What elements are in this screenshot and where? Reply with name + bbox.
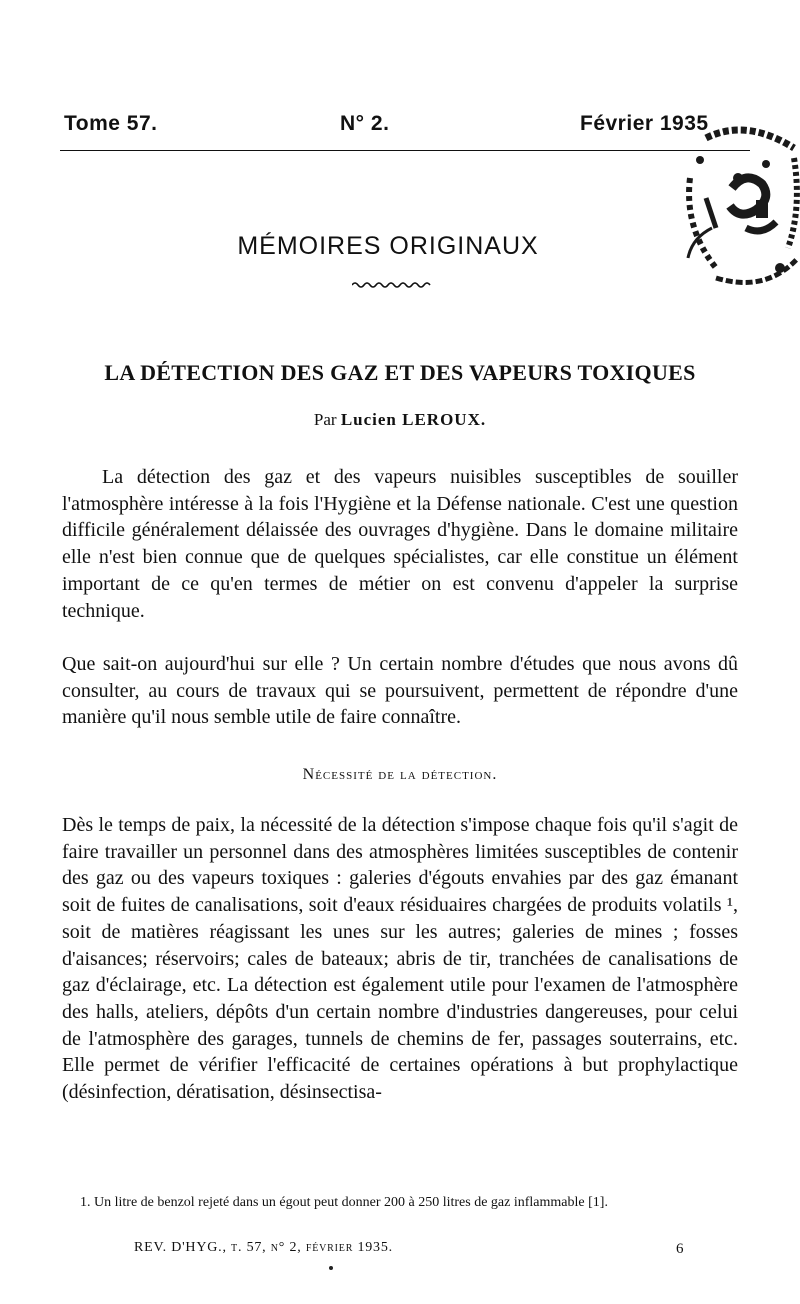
subheading-necessite: Nécessité de la détection. [302, 766, 498, 783]
header-numero: N° 2. [340, 112, 390, 135]
article-author [0, 410, 800, 430]
author-prefix: Par [313, 410, 337, 429]
ink-dot [329, 1266, 333, 1270]
article-title: LA DÉTECTION DES GAZ ET DES VAPEURS TOXIQUES [104, 360, 696, 385]
section-title: MÉMOIRES ORIGINAUX [237, 232, 539, 260]
header-rule [60, 150, 750, 151]
journal-reference: REV. D'HYG., t. 57, n° 2, février 1935. [134, 1240, 393, 1255]
paragraph-question: Que sait-on aujourd'hui sur elle ? Un certain nombre d'études que nous avons dû consulter, au cours de travaux qui se poursuivent, permettent de répondre d'une manière qu'il nous semble utile de faire connaître. [62, 653, 738, 729]
footnote: 1. Un litre de benzol rejeté dans un égout peut donner 200 à 250 litres de gaz inflammable [1]. [80, 1195, 608, 1210]
header-tome: Tome 57. [64, 112, 158, 135]
header-date: Février 1935 [580, 112, 709, 135]
author-name: Lucien LEROUX. [340, 410, 487, 429]
library-stamp-icon [676, 118, 800, 298]
ornament-wavy-rule [352, 280, 432, 290]
paragraph-intro: La détection des gaz et des vapeurs nuisibles susceptibles de souiller l'atmosphère intéresse à la fois l'Hygiène et la Défense nationale. C'est une question difficile généralement délaissée des ouvrages d'hygiène. Dans le domaine militaire elle n'est bien connue que de quelques spécialistes, car elle constitue un élément important de ce qu'en termes de métier on est convenu d'appeler la surprise technique. [62, 466, 738, 622]
page-number: 6 [676, 1241, 684, 1257]
paragraph-necessite: Dès le temps de paix, la nécessité de la détection s'impose chaque fois qu'il s'agit de faire travailler un personnel dans des atmosphères limitées susceptibles de contenir des gaz ou des vapeurs toxiques : galeries d'égouts envahies par des gaz émanant soit de fuites de canalisations, soit d'eaux résiduaires chargées de produits volatils ¹, soit de matières réagissant les unes sur les autres; galeries de mines ; fosses d'aisances; réservoirs; cales de bateaux; abris de tir, tranchées de canalisations de gaz d'éclairage, etc. La détection est également utile pour l'examen de l'atmosphère des halls, ateliers, dépôts d'un certain nombre d'industries dangereuses, pour celui de l'atmosphère des garages, tunnels de chemins de fer, passages souterrains, etc. Elle permet de vérifier l'efficacité de certaines opérations à but prophylactique (désinfection, dératisation, désinsectisa- [62, 814, 738, 1104]
